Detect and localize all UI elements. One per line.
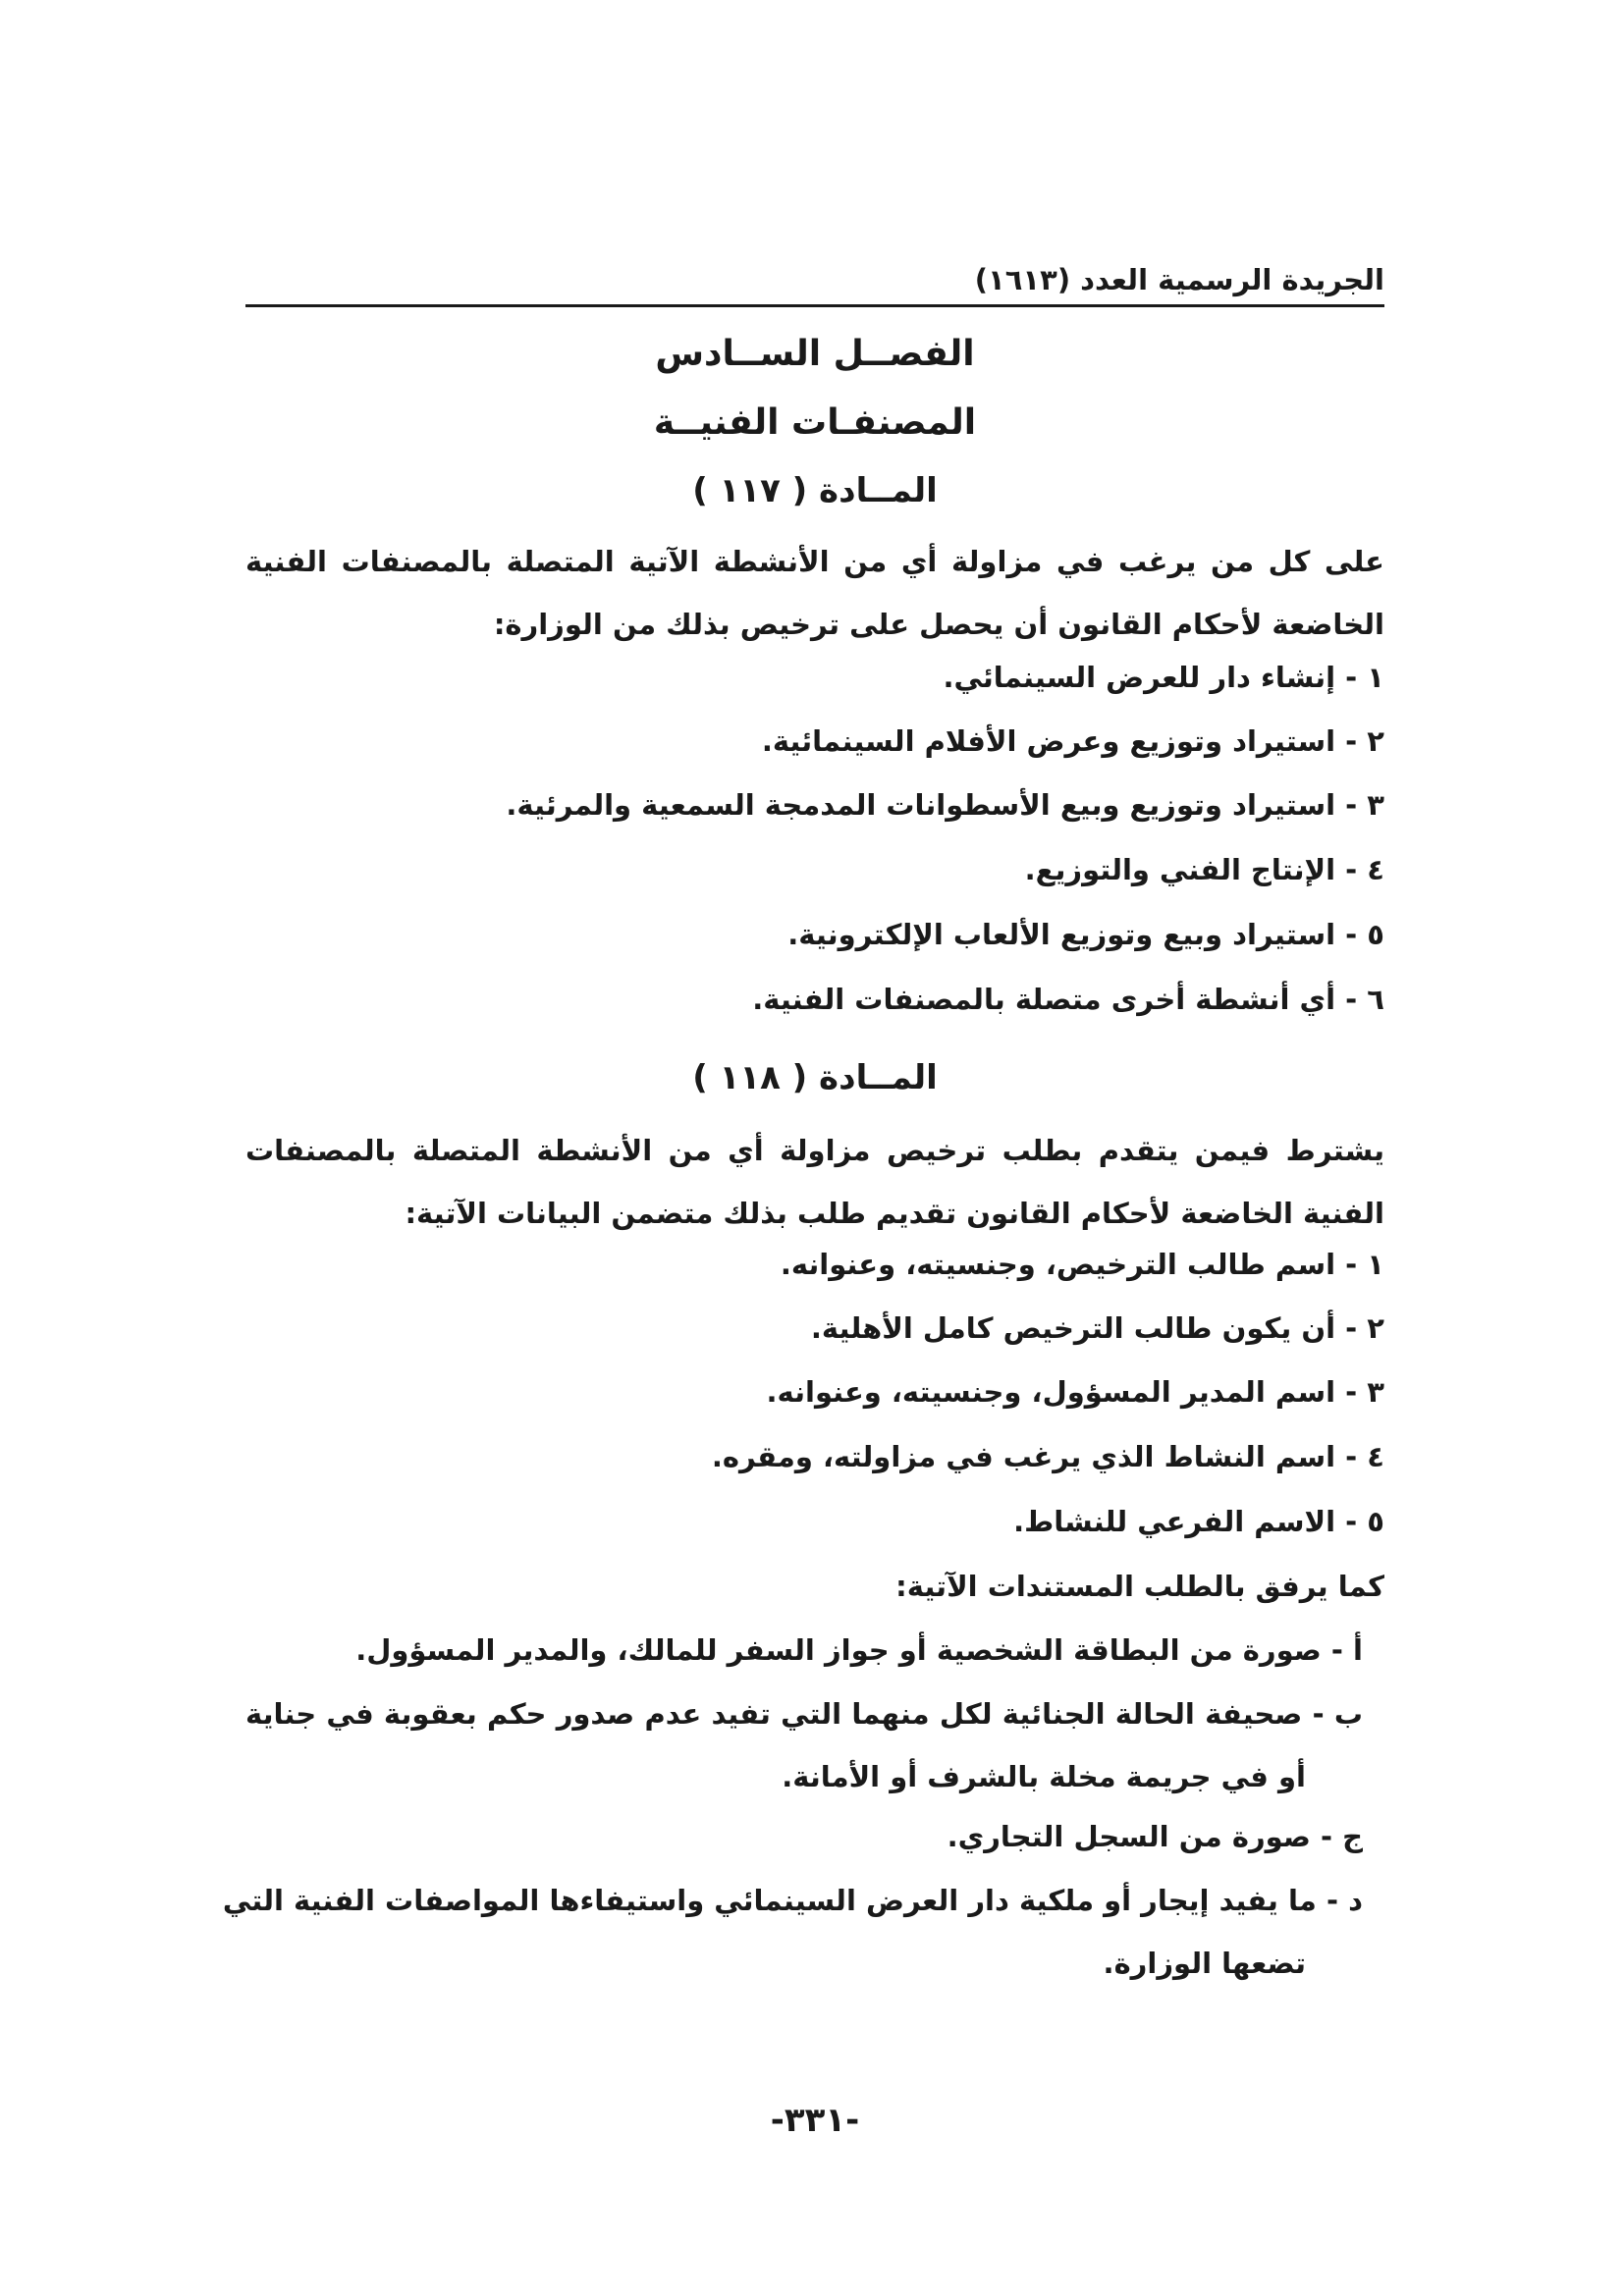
article-117-intro: على كل من يرغب في مزاولة أي من الأنشطة الآتية المتصلة بالمصنفات الفنية الخاضعة لأحكام القانون أن يحصل على ترخيص بذلك من الوزارة: (245, 545, 1384, 641)
attachment-d (222, 1869, 1363, 1995)
article-118-intro: يشترط فيمن يتقدم بطلب ترخيص مزاولة أي من الأنشطة المتصلة بالمصنفات الفنية الخاضعة لأحكام القانون تقديم طلب بذلك متضمن البيانات الآتية: (245, 1134, 1384, 1230)
article-118-item-2: ٢ - أن يكون طالب الترخيص كامل الأهلية. (810, 1311, 1384, 1345)
attachment-c: ج - صورة من السجل التجاري. (947, 1820, 1363, 1853)
attachment-b-line-1: ب - صحيفة الحالة الجنائية لكل منهما التي تفيد عدم صدور حكم بعقوبة في جناية (245, 1697, 1363, 1731)
gazette-header: الجريدة الرسمية العدد (١٦١٣) (974, 263, 1384, 296)
attachment-b (245, 1682, 1363, 1808)
article-118-heading: المــادة ( ١١٨ ) (692, 1058, 938, 1097)
article-117-item-2: ٢ - استيراد وتوزيع وعرض الأفلام السينمائية. (761, 724, 1384, 758)
article-117-item-5: ٥ - استيراد وبيع وتوزيع الألعاب الإلكترونية. (787, 918, 1384, 951)
attachment-d-line-2: تضعها الوزارة. (1103, 1947, 1306, 1980)
article-117-heading: المــادة ( ١١٧ ) (692, 471, 938, 510)
attachment-a: أ - صورة من البطاقة الشخصية أو جواز السفر للمالك، والمدير المسؤول. (355, 1633, 1363, 1667)
header-divider (245, 304, 1384, 307)
article-117-item-4: ٤ - الإنتاج الفني والتوزيع. (1024, 853, 1384, 886)
article-118-item-3: ٣ - اسم المدير المسؤول، وجنسيته، وعنوانه. (766, 1375, 1384, 1409)
article-118-item-1: ١ - اسم طالب الترخيص، وجنسيته، وعنوانه. (780, 1248, 1384, 1281)
attachment-b-line-2: أو في جريمة مخلة بالشرف أو الأمانة. (782, 1760, 1306, 1793)
page-number: -٣٣١- (770, 2101, 860, 2140)
article-117-item-1: ١ - إنشاء دار للعرض السينمائي. (943, 661, 1384, 694)
gazette-page (222, 0, 1384, 2296)
article-118-item-5: ٥ - الاسم الفرعي للنشاط. (1013, 1505, 1384, 1538)
chapter-subtitle: المصنفـات الفنيــة (653, 402, 977, 443)
attachments-intro: كما يرفق بالطلب المستندات الآتية: (895, 1570, 1384, 1603)
article-117-item-6: ٦ - أي أنشطة أخرى متصلة بالمصنفات الفنية. (752, 983, 1384, 1016)
article-118-item-4: ٤ - اسم النشاط الذي يرغب في مزاولته، ومقره. (711, 1440, 1384, 1473)
chapter-title: الفصــل الســادس (655, 334, 975, 374)
attachment-d-line-1: د - ما يفيد إيجار أو ملكية دار العرض السينمائي واستيفاءها المواصفات الفنية التي (222, 1884, 1363, 1917)
article-117-item-3: ٣ - استيراد وتوزيع وبيع الأسطوانات المدمجة السمعية والمرئية. (506, 788, 1384, 822)
